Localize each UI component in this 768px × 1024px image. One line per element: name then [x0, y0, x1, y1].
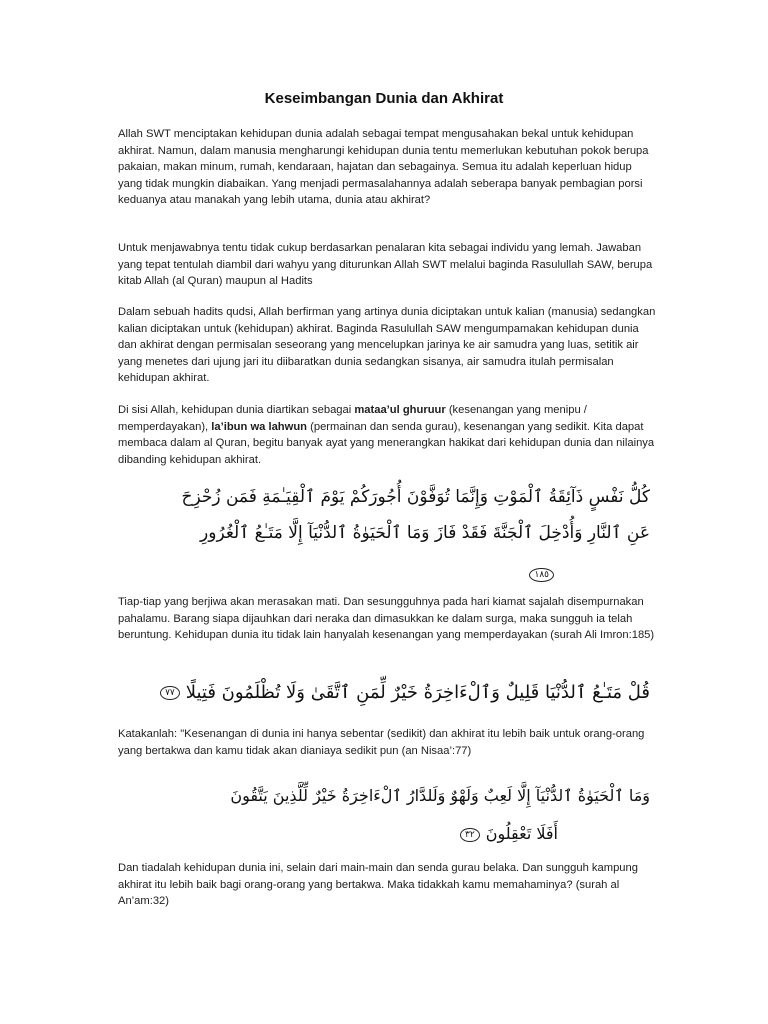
ayah-end-mark-icon: ٧٧	[160, 686, 180, 700]
term-mataaul-ghuruur: mataa’ul ghuruur	[354, 404, 446, 416]
paragraph-dunia-definition: Di sisi Allah, kehidupan dunia diartikan sebagai mataa’ul ghuruur (kesenangan yang menipu / memperdayakan), la’ibun wa lahwun (permainan dan senda gurau), kesenangan yang sedikit. Kita dapat membaca dalam al Quran, begitu banyak ayat yang menerangkan hakikat dari kehidupan dunia dan nilainya dibanding kehidupan akhirat.	[118, 404, 655, 466]
ayah-al-anam-32-line1: وَمَا ٱلْحَيَوٰةُ ٱلدُّنْيَآ إِلَّا لَعِبٌ وَلَهْوٌ وَلَلدَّارُ ٱلْءَاخِرَةُ خَيْرٌ لِّلَّذِينَ يَتَّقُونَ	[230, 786, 650, 805]
ayah-an-nisaa-77-text: قُلْ مَتَـٰعُ ٱلدُّنْيَا قَلِيلٌ وَٱلْءَاخِرَةُ خَيْرٌ لِّمَنِ ٱتَّقَىٰ وَلَا تُظْلَمُونَ فَتِيلًا	[185, 682, 650, 703]
ayah-number-185	[523, 567, 560, 582]
ayah-ali-imron-185-line2: عَنِ ٱلنَّارِ وَأُدْخِلَ ٱلْجَنَّةَ فَقَدْ فَازَ وَمَا ٱلْحَيَوٰةُ ٱلدُّنْيَآ إِلَّا مَتَـٰعُ ٱلْغُرُورِ	[200, 523, 650, 543]
term-laibun-wa-lahwun: la’ibun wa lahwun	[211, 420, 308, 433]
paragraph-intro: Allah SWT menciptakan kehidupan dunia adalah sebagai tempat mengusahakan bekal untuk kehidupan akhirat. Namun, dalam manusia mengharungi kehidupan dunia tentu memerlukan kebutuhan pokok berupa pakaian, makan minum, rumah, kendaraan, hajatan dan sebagainya. Semua itu adalah keperluan hidup yang tidak mungkin diabaikan. Yang menjadi permasalahannya adalah seberapa banyak pembagian porsi keduanya atau manakah yang lebih utama, dunia atau akhirat?	[118, 128, 649, 206]
ayah-an-nisaa-77	[154, 682, 650, 703]
ayah-ali-imron-185-line1: كُلُّ نَفْسٍ ذَآئِقَةُ ٱلْمَوْتِ وَإِنَّمَا تُوَفَّوْنَ أُجُورَكُمْ يَوْمَ ٱلْقِيَـٰمَةِ فَمَن زُحْزِحَ	[181, 487, 650, 507]
ayah-end-mark-icon: ٣٢	[460, 828, 480, 842]
document-title: Keseimbangan Dunia dan Akhirat	[264, 90, 504, 107]
paragraph-al-anam-translation: Dan tiadalah kehidupan dunia ini, selain dari main-main dan senda gurau belaka. Dan sungguh kampung akhirat itu lebih baik bagi orang-orang yang bertakwa. Maka tidakkah kamu memahaminya? (surah al An’am:32)	[118, 862, 638, 907]
paragraph-hadits: Dalam sebuah hadits qudsi, Allah berfirman yang artinya dunia diciptakan untuk kalian (manusia) sedangkan kalian diciptakan untuk (kehidupan) akhirat. Baginda Rasulullah SAW mengumpamakan kehidupan dunia dan akhirat dengan permisalan seseorang yang mencelupkan jarinya ke air samudra yang luas, setitik air yang menetes dari ujung jari itu diibaratkan dunia sedangkan sisanya, air samudra itulah permisalan kehidupan akhirat.	[118, 306, 656, 384]
paragraph-an-nisaa-translation: Katakanlah: "Kesenangan di dunia ini hanya sebentar (sedikit) dan akhirat itu lebih baik untuk orang-orang yang bertakwa dan kamu tidak akan dianiaya sedikit pun (an Nisaa’:77)	[118, 728, 645, 757]
paragraph-answer: Untuk menjawabnya tentu tidak cukup berdasarkan penalaran kita sebagai individu yang lemah. Jawaban yang tepat tentulah diambil dari wahyu yang diturunkan Allah SWT melalui baginda Rasulullah SAW, berupa kitab Allah (al Quran) maupun al Hadits	[118, 242, 653, 287]
ayah-al-anam-32-text: أَفَلَا تَعْقِلُونَ	[485, 824, 558, 843]
ayah-al-anam-32-line2	[454, 824, 558, 843]
paragraph-ali-imron-translation: Tiap-tiap yang berjiwa akan merasakan mati. Dan sesungguhnya pada hari kiamat sajalah disempurnakan pahalamu. Barang siapa dijauhkan dari neraka dan dimasukkan ke dalam surga, maka sungguh ia telah beruntung. Kehidupan dunia itu tidak lain hanyalah kesenangan yang memperdayakan (surah Ali Imron:185)	[118, 596, 655, 641]
ayah-end-mark-icon: ١٨٥	[529, 568, 554, 582]
